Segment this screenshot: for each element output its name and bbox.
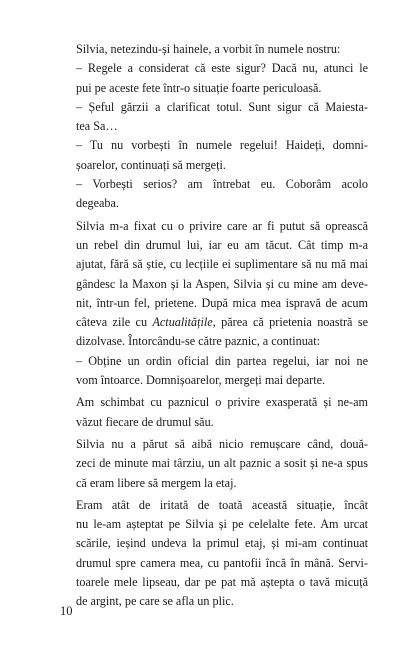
- text-line: zeci de minute mai târziu, un alt paznic a sosit și ne-a spus: [76, 456, 368, 471]
- paragraph-2: [60, 59, 368, 98]
- paragraph-9: [60, 435, 368, 493]
- text-line: toarele mele lipseau, dar pe pat mă aștepta o tavă micuță: [76, 575, 368, 590]
- text-line: tea Sa…: [76, 119, 118, 134]
- text-line: că eram libere să mergem la etaj.: [76, 475, 237, 490]
- text-line: scările, ieșind undeva la primul etaj, și mi-am continuat: [76, 536, 368, 551]
- text-line: drumul spre camera mea, cu pantofii încă în mână. Servi-: [76, 555, 368, 570]
- book-page: [60, 40, 368, 640]
- text-line: vom întoarce. Domnișoarelor, mergeți mai departe.: [76, 373, 326, 388]
- paragraph-7: [60, 352, 368, 391]
- text-line: nit, într-un fel, prietene. După mica mea ispravă de acum: [76, 295, 368, 310]
- text-line: Silvia m-a fixat cu o privire care ar fi putut să oprească: [76, 218, 368, 233]
- paragraph-8: [60, 393, 368, 432]
- italic-title: Actualitățile: [152, 315, 213, 330]
- text-line: Eram atât de iritată de toată această situație, încât: [76, 497, 368, 512]
- text-line: – Vorbești serios? am întrebat eu. Coborâm acolo: [76, 177, 368, 192]
- text-line: degeaba.: [76, 196, 119, 211]
- text-line: Am schimbat cu paznicul o privire exasperată și ne-am: [76, 395, 368, 410]
- text-line: văzut fiecare de drumul său.: [76, 414, 214, 429]
- text-line: pui pe aceste fete într-o situație foarte periculoasă.: [76, 80, 322, 95]
- text-line: șoarelor, continuați să mergeți.: [76, 157, 226, 172]
- paragraph-3: [60, 98, 368, 137]
- text-line: – Șeful gărzii a clarificat totul. Sunt sigur că Maiesta-: [76, 99, 368, 114]
- text-line: dizolvase. Întorcându-se către paznic, a continuat:: [76, 334, 320, 349]
- text-line: ajutat, fără să știe, cu lecțiile ei suplimentare să nu mă mai: [76, 257, 368, 272]
- paragraph-10: [60, 496, 368, 612]
- paragraph-6: [60, 217, 368, 352]
- text-line: Silvia nu a părut să aibă nicio remușcare când, două-: [76, 436, 368, 451]
- page-number: 10: [60, 604, 73, 618]
- text-line: – Obține un ordin oficial din partea regelui, iar noi ne: [76, 353, 368, 368]
- text-line: câteva zile cu Actualitățile, părea că prietenia noastră se: [76, 315, 368, 330]
- text-line: nu le-am așteptat pe Silvia și pe celelalte fete. Am urcat: [76, 517, 368, 532]
- text-line: – Regele a considerat că este sigur? Dacă nu, atunci le: [76, 61, 368, 76]
- paragraph-1: [60, 40, 368, 59]
- text-line: gândesc la Maxon și la Aspen, Silvia și cu mine am deve-: [76, 276, 368, 291]
- text-line: – Tu nu vorbești în numele regelui! Haideți, domni-: [76, 138, 368, 153]
- paragraph-4: [60, 136, 368, 175]
- text-line: de argint, pe care se afla un plic.: [76, 594, 234, 609]
- paragraph-5: [60, 175, 368, 214]
- text-line: un rebel din drumul lui, iar eu am tăcut. Cât timp m-a: [76, 237, 368, 252]
- text-line: Silvia, netezindu-și hainele, a vorbit în numele nostru:: [76, 42, 341, 56]
